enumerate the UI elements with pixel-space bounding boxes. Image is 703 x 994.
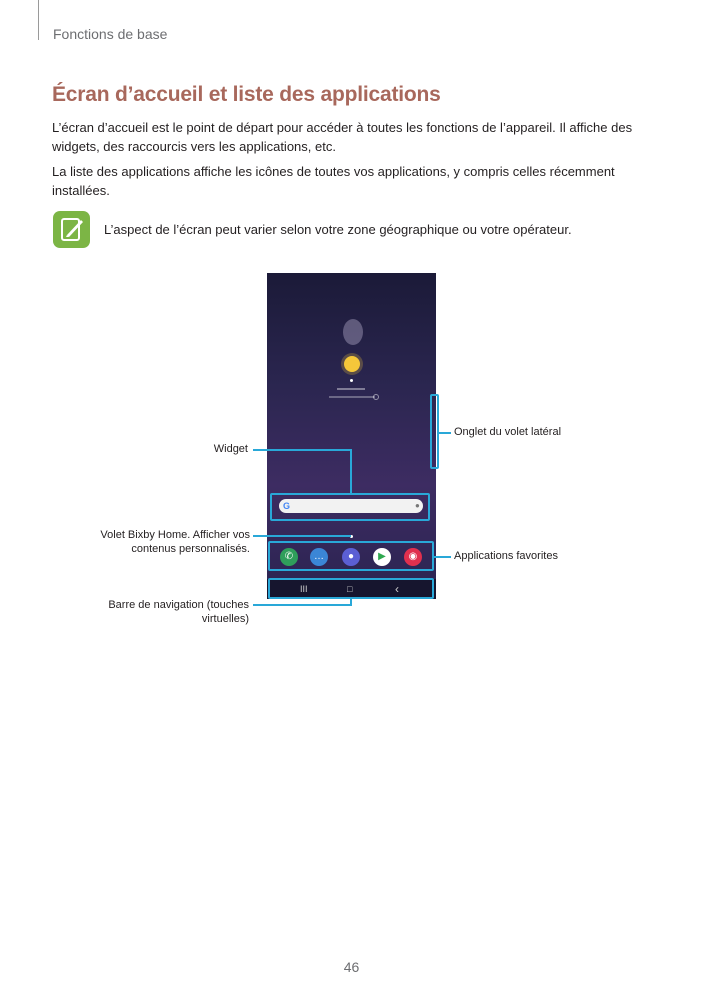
weather-widget-subtext <box>329 396 375 398</box>
wallpaper-shape <box>343 319 363 345</box>
navigation-leader-drop <box>350 597 352 606</box>
edge-panel-leader-line <box>439 432 451 434</box>
edge-panel-highlight <box>430 394 439 469</box>
refresh-icon <box>373 394 379 400</box>
play-store-glyph: ▶ <box>378 551 386 562</box>
google-logo-icon: G <box>283 501 291 511</box>
navigation-highlight <box>268 578 434 599</box>
favorites-callout: Applications favorites <box>454 550 558 562</box>
mic-icon: ● <box>415 501 420 510</box>
navigation-callout: Barre de navigation (touches virtuelles) <box>108 599 249 625</box>
bixby-leader-line <box>253 535 351 537</box>
apps-list-paragraph: La liste des applications affiche les icônes de toutes vos applications, y compris celles récemment installées. <box>52 164 615 198</box>
widget-callout: Widget <box>213 443 248 455</box>
home-button: □ <box>347 584 353 594</box>
camera-app-glyph: ◉ <box>408 551 418 562</box>
note-text: L’aspect de l’écran peut varier selon votre zone géographique ou votre opérateur. <box>104 222 572 237</box>
widget-leader-line <box>253 449 351 451</box>
phone-app-glyph: ✆ <box>284 551 294 562</box>
widget-highlight <box>270 493 430 521</box>
running-header: Fonctions de base <box>53 26 168 42</box>
back-button: ‹ <box>395 582 399 596</box>
weather-widget-text <box>337 388 365 390</box>
widget-leader-drop <box>350 449 352 493</box>
note-icon <box>53 211 90 248</box>
internet-app-glyph: ● <box>347 551 355 562</box>
page-margin-rule <box>38 0 39 40</box>
favorites-highlight <box>268 541 434 571</box>
navigation-leader-line <box>253 604 351 606</box>
recents-button: III <box>300 584 308 594</box>
section-title: Écran d’accueil et liste des applications <box>52 83 441 106</box>
location-icon <box>350 379 353 382</box>
weather-sun-icon <box>344 356 360 372</box>
messages-app-glyph: … <box>314 551 324 562</box>
page-number: 46 <box>343 959 360 975</box>
favorites-leader-line <box>434 556 451 558</box>
intro-paragraph: L’écran d’accueil est le point de départ pour accéder à toutes les fonctions de l’appareil. Il affiche des widgets, des raccourcis vers les applications, etc. <box>52 120 633 154</box>
bixby-callout: Volet Bixby Home. Afficher vos contenus personnalisés. <box>100 529 250 555</box>
edge-panel-callout: Onglet du volet latéral <box>454 426 562 438</box>
